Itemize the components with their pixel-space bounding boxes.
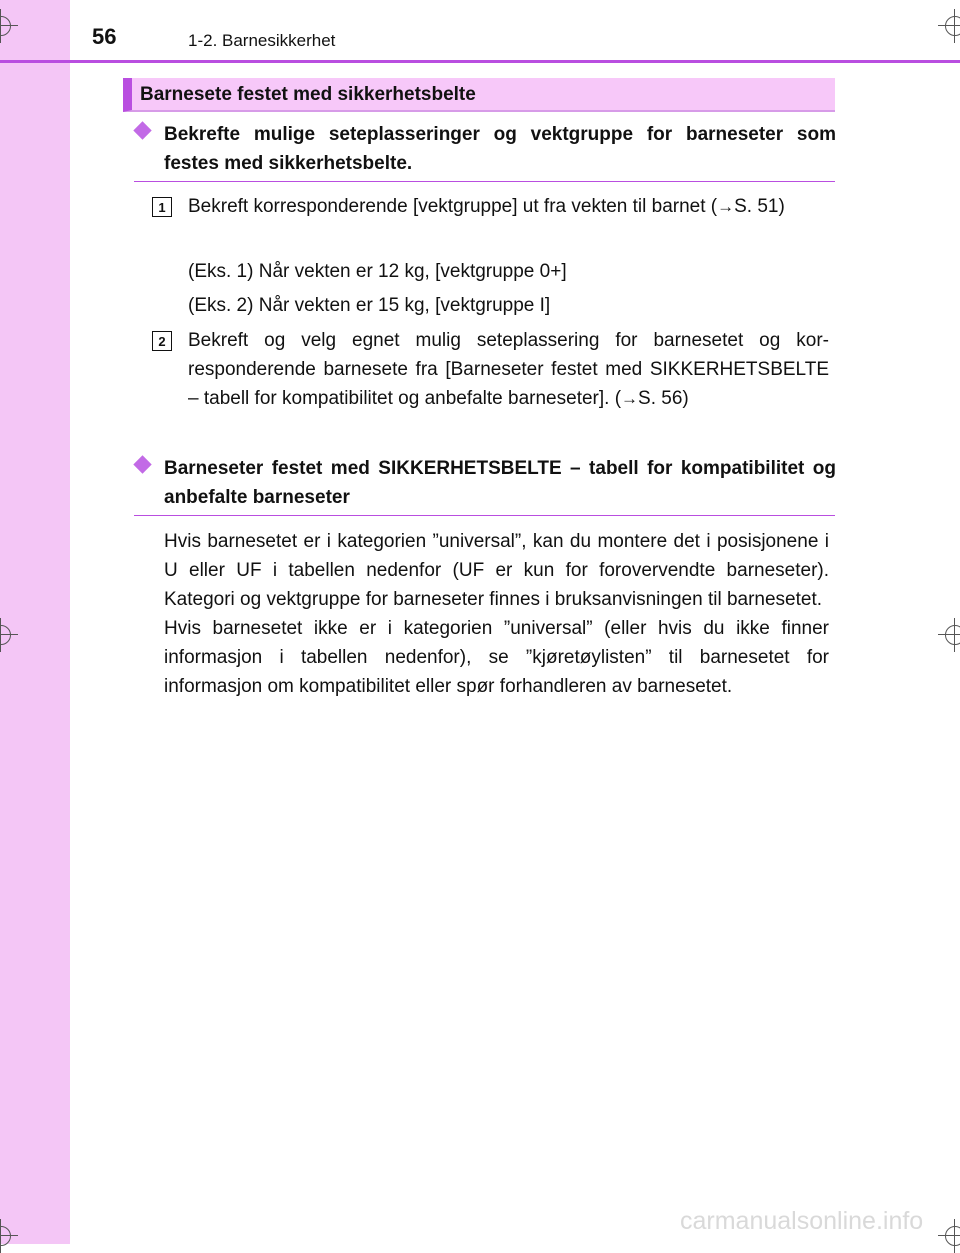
body-paragraph	[164, 527, 829, 701]
subheading-seat-positions	[136, 120, 836, 178]
divider	[134, 181, 835, 182]
section-title-bar	[123, 78, 835, 112]
divider	[134, 515, 835, 516]
page-number: 56	[92, 24, 117, 49]
example-2: (Eks. 2) Når vekten er 15 kg, [vektgruppe I]	[188, 295, 551, 316]
registration-mark-icon	[945, 1226, 960, 1246]
step-number-badge: 2	[152, 331, 172, 351]
watermark: carmanualsonline.info	[680, 1207, 924, 1235]
paragraph-universal: Hvis barnesetet er i kategorien ”universal”, kan du montere det i posisjonene i U eller UF i tabellen nedenfor (UF er kun for forovervendte barneseter). Kategori og vektgruppe for barneseter finnes i bruksanvisningen til barnesetet.	[164, 531, 829, 610]
example-1: (Eks. 1) Når vekten er 12 kg, [vektgruppe 0+]	[188, 261, 567, 282]
step-1-text-start: Bekreft korresponderende [vektgruppe] ut fra vekten til barnet (	[188, 196, 718, 217]
step-2-text-start: Bekreft og velg egnet mulig seteplassering for barnesetet og korresponderende barnesete fra [Barneseter festet med SIKKERHETSBELTE – tabell for kompatibilitet og anbefalte barneseter]. (	[188, 330, 829, 409]
page-reference[interactable]: S. 56	[638, 388, 683, 409]
subheading-text: Bekrefte mulige seteplasseringer og vektgruppe for barneseter som festes med sikkerhetsbelte.	[164, 124, 836, 174]
step-2-text	[188, 326, 829, 413]
step-2-text-end: )	[682, 388, 689, 409]
section-title: Barnesete festet med sikkerhetsbelte	[140, 84, 476, 105]
registration-mark-icon	[945, 625, 960, 645]
step-1-text-end: )	[778, 196, 785, 217]
side-band	[0, 0, 70, 1244]
header-rule	[0, 60, 960, 63]
paragraph-not-universal: Hvis barnesetet ikke er i kategorien ”universal” (eller hvis du ikke finner informasjon i tabellen nedenfor), se ”kjøretøylisten” til barnesetet for informasjon om kompatibilitet eller spør forhandleren av barnesetet.	[164, 618, 829, 697]
arrow-right-icon: →	[717, 197, 735, 216]
page-reference[interactable]: S. 51	[734, 196, 779, 217]
subheading-compatibility-table	[136, 454, 836, 512]
arrow-right-icon: →	[621, 389, 639, 408]
section-label: 1-2. Barnesikkerhet	[188, 31, 336, 50]
step-1-text	[188, 192, 829, 221]
registration-mark-icon	[945, 16, 960, 36]
step-number-badge: 1	[152, 197, 172, 217]
subheading-text: Barneseter festet med SIKKERHETSBELTE – tabell for kompatibilitet og anbefalte barneseter	[164, 458, 836, 508]
